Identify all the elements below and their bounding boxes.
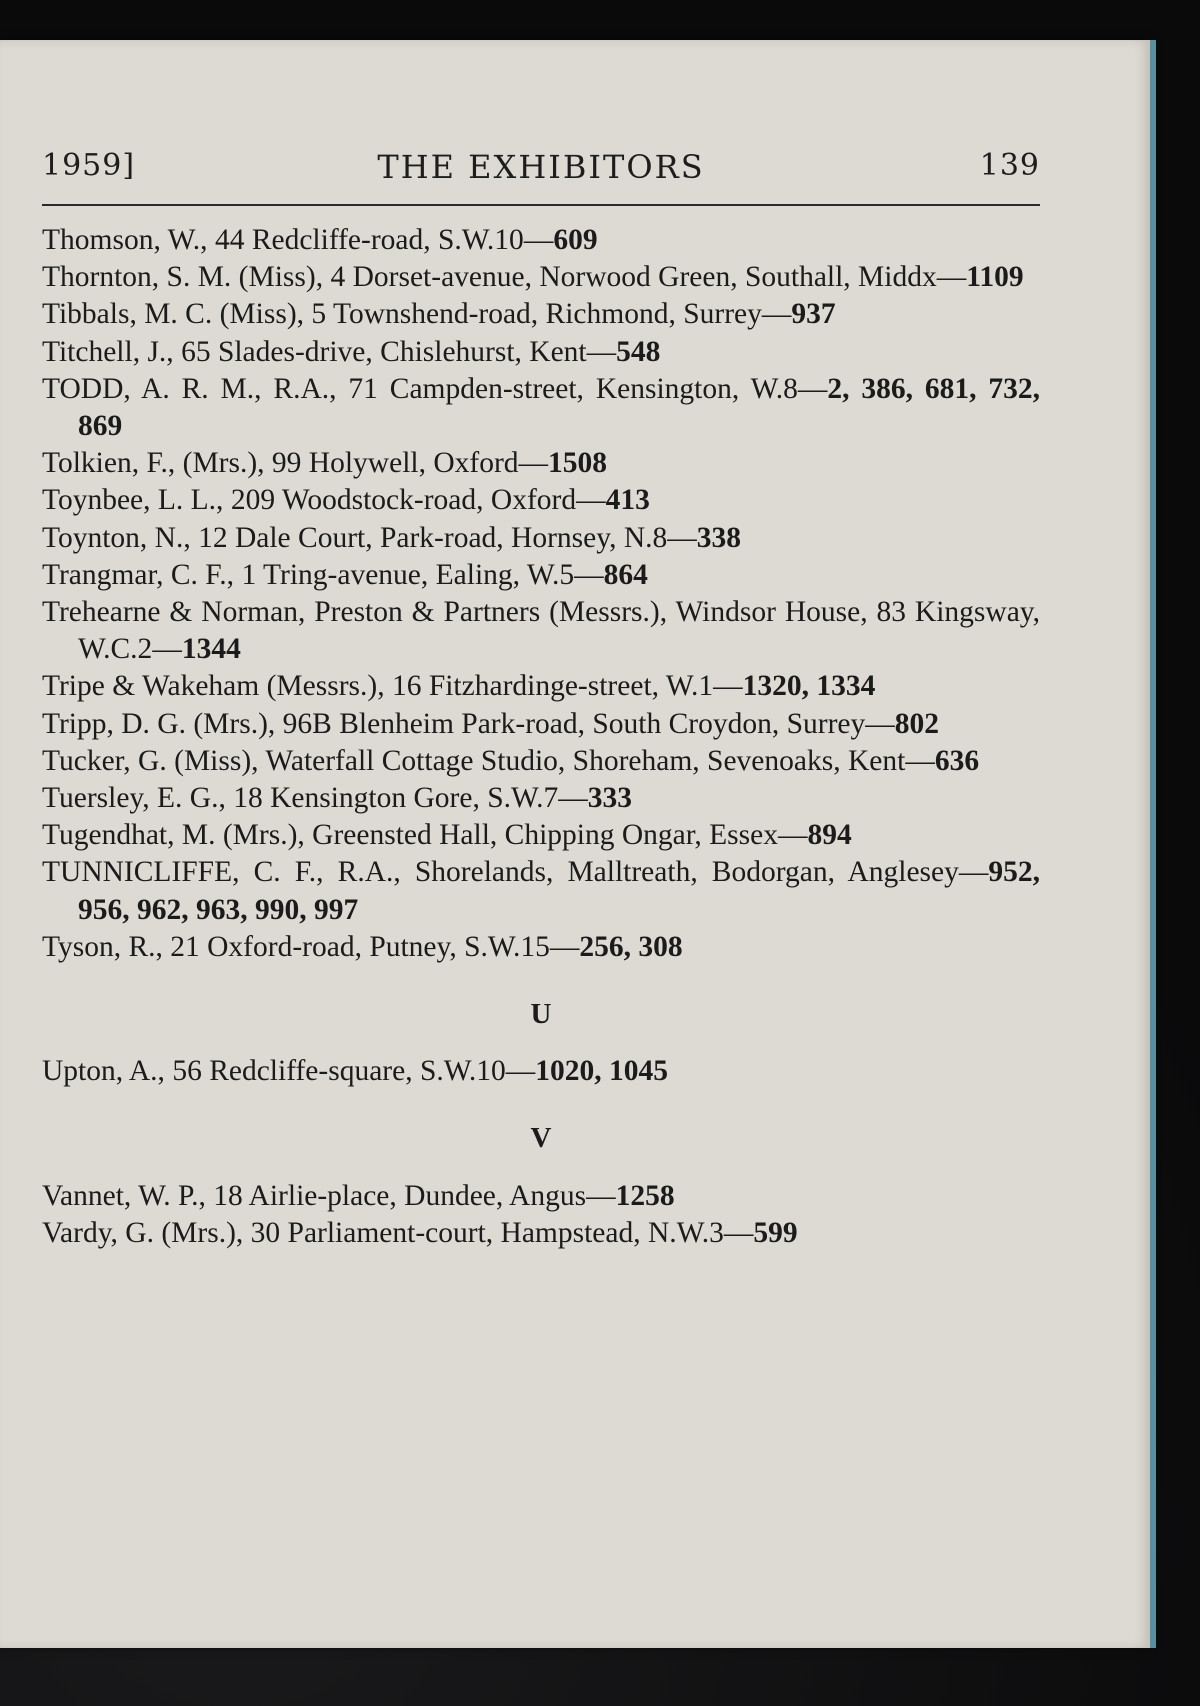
exhibitor-entry	[42, 594, 1040, 668]
exhibitor-address: 12 Dale Court, Park-road, Hornsey, N.8	[190, 521, 668, 554]
catalogue-numbers: 1320, 1334	[742, 670, 876, 703]
entry-dash: —	[865, 707, 895, 740]
exhibitor-name: Vardy, G. (Mrs.),	[42, 1216, 244, 1249]
catalogue-numbers: 548	[616, 335, 661, 368]
catalogue-numbers: 802	[894, 707, 939, 740]
exhibitor-entry	[42, 557, 1040, 594]
exhibitor-address: 18 Airlie-place, Dundee, Angus	[205, 1179, 587, 1212]
exhibitor-address: 5 Townshend-road, Richmond, Surrey	[304, 298, 762, 331]
exhibitor-name: Trangmar, C. F.,	[42, 558, 235, 591]
exhibitor-entry	[42, 668, 1040, 705]
exhibitor-address: 71 Campden-street, Kensington, W.8	[336, 372, 798, 405]
catalogue-numbers: 2, 386, 681, 732, 869	[78, 372, 1041, 443]
exhibitor-name: Tyson, R.,	[42, 930, 163, 963]
exhibitor-entry	[42, 1215, 1040, 1252]
catalogue-numbers: 1020, 1045	[535, 1055, 669, 1088]
exhibitor-name: TUNNICLIFFE, C. F., R.A.,	[42, 856, 401, 889]
exhibitor-name: Toynbee, L. L.,	[42, 484, 224, 517]
entry-dash: —	[586, 1179, 616, 1212]
entry-dash: —	[905, 744, 935, 777]
exhibitor-entry	[42, 334, 1040, 371]
exhibitor-address: 30 Parliament-court, Hampstead, N.W.3	[243, 1216, 724, 1249]
exhibitor-entry	[42, 259, 1040, 296]
exhibitor-list	[42, 222, 1040, 1252]
exhibitor-entry	[42, 222, 1040, 259]
section-letter-u: U	[530, 998, 552, 1031]
catalogue-numbers: 1109	[966, 261, 1024, 294]
exhibitor-entry	[42, 817, 1040, 854]
exhibitor-name: Toynton, N.,	[42, 521, 191, 554]
exhibitor-entry	[42, 706, 1040, 743]
section-t	[42, 222, 1040, 966]
entry-dash: —	[713, 670, 743, 703]
exhibitor-address: 16 Fitzhardinge-street, W.1	[384, 670, 714, 703]
exhibitor-address: 18 Kensington Gore, S.W.7	[225, 782, 559, 815]
entry-dash: —	[505, 1055, 536, 1088]
exhibitor-name: Tibbals, M. C. (Miss),	[42, 298, 305, 331]
exhibitor-name: Thomson, W.,	[42, 224, 208, 256]
exhibitor-entry	[42, 296, 1040, 333]
exhibitor-name: Titchell, J.,	[42, 335, 174, 368]
catalogue-numbers: 952, 956, 962, 963, 990, 997	[78, 856, 1041, 926]
catalogue-numbers: 894	[807, 819, 852, 852]
exhibitor-name: Thornton, S. M. (Miss),	[42, 261, 324, 294]
exhibitor-address: 99 Holywell, Oxford	[264, 447, 519, 480]
entry-dash: —	[936, 261, 967, 294]
exhibitor-address: 96B Blenheim Park-road, South Croydon, Surrey	[275, 707, 866, 740]
header-year: 1959]	[42, 148, 136, 183]
catalogue-numbers: 609	[553, 224, 598, 256]
exhibitor-address: 1 Tring-avenue, Ealing, W.5	[234, 558, 575, 591]
exhibitor-name: Tripp, D. G. (Mrs.),	[42, 707, 276, 740]
exhibitor-entry	[42, 929, 1040, 966]
exhibitor-name: Tripe & Wakeham (Messrs.),	[42, 670, 385, 703]
exhibitor-name: Tuersley, E. G.,	[42, 782, 226, 815]
entry-dash: —	[576, 484, 606, 517]
exhibitor-name: TODD, A. R. M., R.A.,	[42, 372, 337, 405]
exhibitor-entry	[42, 854, 1040, 928]
exhibitor-entry	[42, 780, 1040, 817]
entry-dash: —	[761, 298, 792, 331]
catalogue-numbers: 864	[603, 558, 648, 591]
exhibitor-address: Shorelands, Malltreath, Bodorgan, Anglesey	[400, 856, 959, 889]
exhibitor-entry	[42, 520, 1040, 557]
entry-dash: —	[586, 335, 617, 368]
catalogue-numbers: 256, 308	[579, 930, 683, 963]
entry-dash: —	[523, 224, 554, 256]
exhibitor-address: Windsor House, 83 Kingsway, W.C.2	[78, 596, 1040, 666]
entry-dash: —	[549, 930, 580, 963]
exhibitor-address: 44 Redcliffe-road, S.W.10	[207, 224, 524, 256]
exhibitor-address: 209 Woodstock-road, Oxford	[223, 484, 577, 517]
catalogue-numbers: 1508	[548, 447, 608, 480]
exhibitor-address: 4 Dorset-avenue, Norwood Green, Southall, Middx	[323, 261, 937, 294]
catalogue-numbers: 636	[934, 744, 980, 777]
exhibitor-name: Vannet, W. P.,	[42, 1179, 206, 1212]
book-cover-edge	[1150, 40, 1156, 1648]
entry-dash: —	[518, 447, 549, 480]
page-title: THE EXHIBITORS	[377, 148, 705, 186]
catalogue-numbers: 1344	[181, 633, 241, 666]
exhibitor-address: 65 Slades-drive, Chislehurst, Kent	[173, 335, 587, 368]
exhibitor-name: Trehearne & Norman, Preston & Partners (Messrs.),	[42, 596, 668, 629]
catalogue-numbers: 1258	[615, 1179, 675, 1212]
catalogue-numbers: 338	[696, 521, 742, 554]
exhibitor-address: Greensted Hall, Chipping Ongar, Essex	[304, 819, 778, 852]
exhibitor-name: Tugendhat, M. (Mrs.),	[42, 819, 305, 852]
entry-dash: —	[152, 633, 182, 666]
exhibitor-name: Upton, A.,	[42, 1055, 165, 1088]
catalogue-numbers: 937	[791, 298, 836, 331]
entry-dash: —	[667, 521, 697, 554]
catalogue-numbers: 413	[605, 484, 650, 517]
entry-dash: —	[958, 856, 989, 889]
exhibitor-address: Waterfall Cottage Studio, Shoreham, Sevenoaks, Kent	[258, 744, 906, 777]
catalogue-numbers: 333	[587, 782, 632, 815]
exhibitor-address: 21 Oxford-road, Putney, S.W.15	[162, 930, 550, 963]
entry-dash: —	[797, 372, 828, 405]
entry-dash: —	[777, 819, 808, 852]
section-letter-v: V	[530, 1122, 552, 1155]
page-number: 139	[979, 148, 1040, 183]
section-v	[42, 1178, 1040, 1252]
exhibitor-address: 56 Redcliffe-square, S.W.10	[164, 1055, 506, 1088]
exhibitor-entry	[42, 1053, 1040, 1090]
entry-dash: —	[574, 558, 604, 591]
exhibitor-entry	[42, 371, 1040, 445]
exhibitor-entry	[42, 482, 1040, 519]
header-rule	[42, 204, 1040, 206]
exhibitor-name: Tolkien, F., (Mrs.),	[42, 447, 265, 480]
entry-dash: —	[723, 1216, 754, 1249]
exhibitor-entry	[42, 1178, 1040, 1215]
entry-dash: —	[558, 782, 588, 815]
running-header	[42, 148, 1040, 188]
catalogue-numbers: 599	[753, 1216, 798, 1249]
exhibitor-entry	[42, 743, 1040, 780]
exhibitor-name: Tucker, G. (Miss),	[42, 744, 259, 777]
section-u	[42, 1053, 1040, 1090]
exhibitor-entry	[42, 445, 1040, 482]
